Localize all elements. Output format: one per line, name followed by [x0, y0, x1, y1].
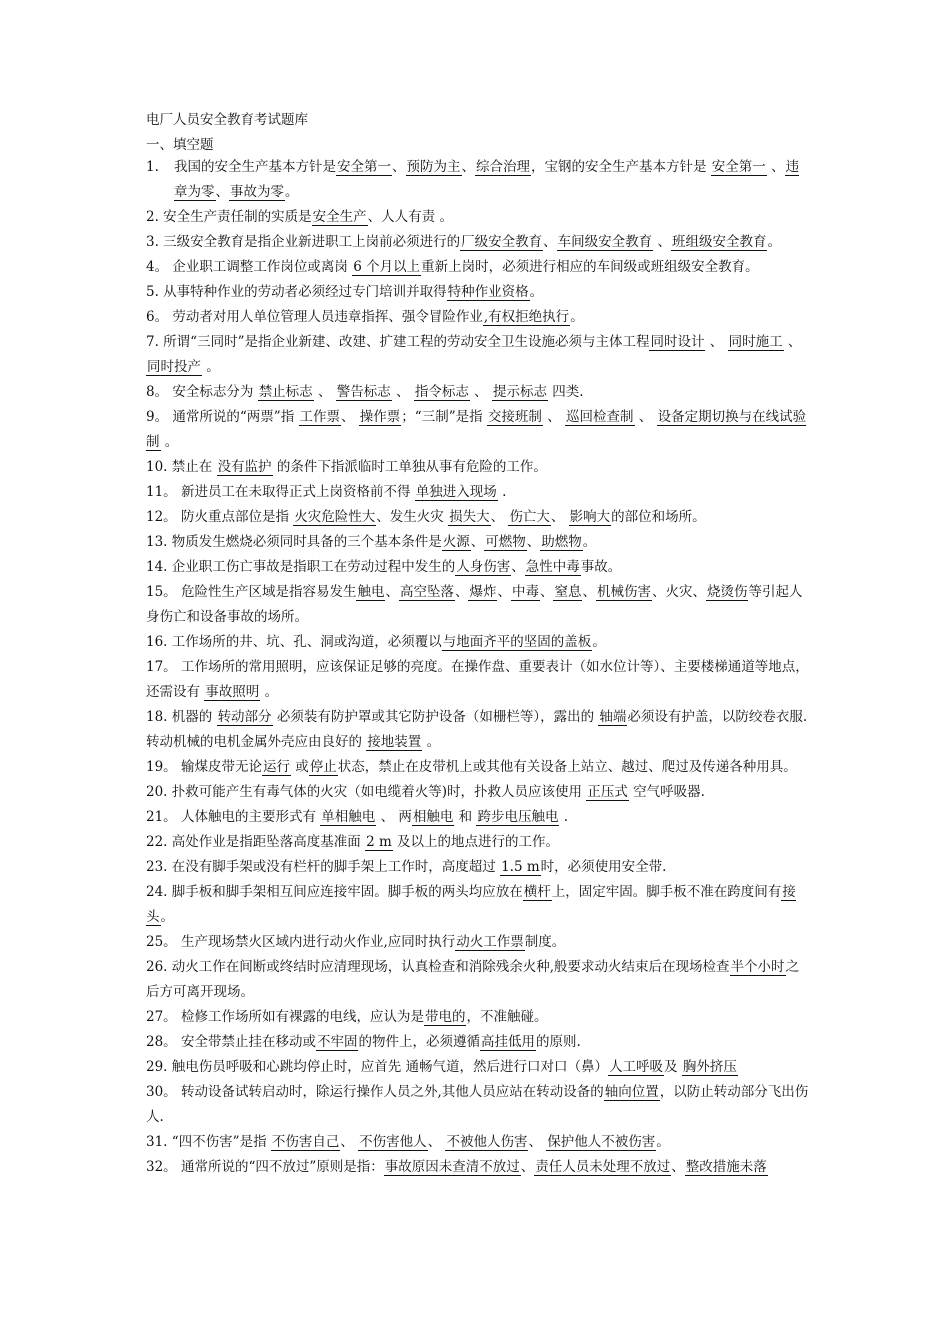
answer-blank: 特种作业资格: [447, 284, 529, 300]
question-text: 劳动者对用人单位管理人员违章指挥、强令冒险作业: [172, 309, 483, 325]
question-item: [146, 1055, 810, 1080]
question-item: [146, 580, 810, 630]
question-text: 、: [427, 1134, 446, 1150]
question-text: 、: [526, 534, 541, 550]
answer-blank: 工作票: [299, 409, 340, 425]
answer-blank: 窒息: [554, 584, 582, 600]
question-text: 。: [422, 734, 441, 750]
question-text: 。: [767, 234, 781, 250]
question-text: 、: [313, 384, 336, 400]
question-text: 、: [341, 409, 359, 425]
question-number: 27。: [146, 1009, 181, 1025]
question-item: [146, 655, 810, 705]
answer-blank: 带电的: [424, 1009, 466, 1025]
answer-blank: 急性中毒: [525, 559, 580, 575]
question-text: 企业职工伤亡事故是指职工在劳动过程中发生的: [171, 559, 456, 575]
answer-blank: 与地面齐平的坚固的盖板: [442, 634, 592, 650]
question-text: 四类.: [547, 384, 584, 400]
question-text: 、: [511, 559, 525, 575]
answer-blank: 单独进入现场: [415, 484, 497, 500]
question-text: .: [497, 484, 507, 500]
question-text: 人体触电的主要形式有: [180, 809, 321, 825]
question-number: 10.: [146, 459, 172, 475]
answer-blank: 同时设计: [650, 334, 705, 350]
question-text: 制度。: [524, 934, 566, 950]
question-text: 、: [539, 584, 554, 600]
question-text: 和: [454, 809, 477, 825]
question-number: 20.: [146, 784, 172, 800]
question-item: [146, 1030, 810, 1055]
question-number: 7.: [146, 334, 164, 350]
answer-blank: 接地装置: [367, 734, 422, 750]
question-text: 安全标志分为: [172, 384, 258, 400]
question-text: 动火工作在间断或终结时应清理现场，认真检查和消除残余火种,般要求动火结束后在现场检查: [171, 959, 730, 975]
question-text: 之后方可离开现场。: [146, 959, 800, 1000]
question-text: 、: [454, 584, 469, 600]
answer-blank: 责任人员未处理不放过: [535, 1159, 671, 1175]
answer-blank: 车间级安全教育: [557, 234, 653, 250]
question-item: [146, 405, 810, 455]
answer-blank: 轴向位置: [604, 1084, 659, 1100]
question-text: 及: [664, 1059, 682, 1075]
answer-blank: 火源: [442, 534, 470, 550]
question-item: [146, 280, 810, 305]
answer-blank: 胸外挤压: [682, 1059, 737, 1075]
question-text: 的部位和场所。: [611, 509, 706, 525]
question-number: 5.: [146, 284, 164, 300]
question-text: 生产现场禁火区域内进行动火作业,应同时执行: [180, 934, 456, 950]
question-text: 、: [543, 234, 557, 250]
question-text: 。: [202, 359, 220, 375]
question-item: [146, 780, 810, 805]
question-item: [146, 155, 810, 205]
answer-blank: 转动部分: [217, 709, 272, 725]
answer-blank: 6 个月以上: [353, 259, 421, 275]
answer-blank: 火灾危险性大: [294, 509, 376, 525]
answer-blank: 安全第一: [711, 159, 766, 175]
question-text: 通常所说的“四不放过”原则是指：: [180, 1159, 384, 1175]
question-number: 2.: [146, 209, 164, 225]
question-text: 、发生火灾: [376, 509, 449, 525]
question-number: 28。: [146, 1034, 181, 1050]
answer-blank: 2 m: [366, 834, 392, 850]
question-number: 13.: [146, 534, 172, 550]
question-number: 3.: [146, 234, 164, 250]
question-number: 16.: [146, 634, 172, 650]
question-text: .: [559, 809, 569, 825]
question-text: ，不准触碰。: [466, 1009, 548, 1025]
question-text: 空气呼吸器.: [628, 784, 705, 800]
answer-blank: 事故原因未查清不放过: [384, 1159, 520, 1175]
question-text: 状态，禁止在皮带机上或其他有关设备上站立、越过、爬过及传递各种用具。: [337, 759, 797, 775]
answer-blank: 事故照明: [205, 684, 260, 700]
question-text: ，以防止转动部分飞出伤人.: [146, 1084, 809, 1125]
answer-blank: 运行: [262, 759, 290, 775]
question-text: 新进员工在未取得正式上岗资格前不得: [180, 484, 415, 500]
question-number: 4。: [146, 259, 173, 275]
question-text: 必须设有护盖，以防绞卷衣服.转动机械的电机金属外壳应由良好的: [146, 709, 808, 750]
answer-blank: 班组级安全教育: [671, 234, 767, 250]
question-text: 上，固定牢固。脚手板不准在跨度间有: [551, 884, 782, 900]
question-text: 。: [582, 534, 597, 550]
question-item: [146, 705, 810, 755]
question-text: 我国的安全生产基本方针是: [174, 159, 336, 175]
question-text: 必须装有防护罩或其它防护设备（如栅栏等），露出的: [272, 709, 599, 725]
question-number: 11。: [146, 484, 181, 500]
question-item: [146, 480, 810, 505]
answer-blank: 不被他人伤害: [446, 1134, 528, 1150]
question-number: 17。: [146, 659, 181, 675]
question-item: [146, 205, 810, 230]
question-item: [146, 330, 810, 380]
question-text: 、: [469, 384, 492, 400]
question-text: 、: [653, 234, 671, 250]
answer-blank: 安全生产: [312, 209, 367, 225]
answer-blank: 跨步电压触电: [477, 809, 559, 825]
question-text: 、 两: [376, 809, 412, 825]
answer-blank: 单相触电: [321, 809, 376, 825]
question-item: [146, 955, 810, 1005]
answer-blank: 伤亡大: [509, 509, 550, 525]
question-text: 重新上岗时，必须进行相应的车间级或班组级安全教育。: [421, 259, 759, 275]
question-text: 、人人有责 。: [367, 209, 453, 225]
question-text: 、: [391, 384, 414, 400]
question-item: [146, 755, 810, 780]
question-text: 企业职工调整工作岗位或离岗: [172, 259, 353, 275]
question-text: 输煤皮带无论: [180, 759, 262, 775]
answer-blank: 警告标志: [336, 384, 391, 400]
question-text: 、: [215, 184, 229, 200]
question-number: 19。: [146, 759, 181, 775]
answer-blank: 1.5 m: [501, 859, 540, 875]
question-number: 25。: [146, 934, 181, 950]
question-text: 、: [392, 159, 406, 175]
question-number: 21。: [146, 809, 181, 825]
question-text: 的条件下指派临时工单独从事有危险的工作。: [272, 459, 547, 475]
question-text: 从事特种作业的劳动者必须经过专门培训并取得: [163, 284, 447, 300]
question-number: 8。: [146, 384, 173, 400]
answer-blank: 横杆: [523, 884, 551, 900]
question-text: 危险性生产区域是指容易发生: [180, 584, 357, 600]
answer-blank: 厂级安全教育: [461, 234, 543, 250]
question-item: [146, 1155, 810, 1180]
question-number: 1.: [146, 159, 159, 175]
answer-blank: 安全第一: [337, 159, 391, 175]
question-number: 29.: [146, 1059, 172, 1075]
answer-blank: 触电: [357, 584, 385, 600]
question-text: “四不伤害”是指: [171, 1134, 271, 1150]
question-list: [146, 155, 810, 1180]
answer-blank: 保护他人不被伤害: [547, 1134, 656, 1150]
question-text: 所谓“三同时”是指企业新建、改建、扩建工程的劳动安全卫生设施必须与主体工程: [163, 334, 650, 350]
question-text: 安全生产责任制的实质是: [163, 209, 312, 225]
question-text: 安全带禁止挂在移动或: [180, 1034, 316, 1050]
question-text: 、: [497, 584, 511, 600]
question-number: 30。: [146, 1084, 181, 1100]
question-text: 的物件上，必须遵循: [358, 1034, 480, 1050]
question-text: 、: [490, 509, 509, 525]
question-text: 及以上的地点进行的工作。: [392, 834, 560, 850]
question-text: ，宝钢的安全生产基本方针是: [531, 159, 711, 175]
answer-blank: 交接班制: [487, 409, 542, 425]
question-text: 扑救可能产生有毒气体的火灾（如电缆着火等)时，扑救人员应该使用: [171, 784, 587, 800]
question-text: 检修工作场所如有裸露的电线，应认为是: [180, 1009, 424, 1025]
question-number: 26.: [146, 959, 172, 975]
question-number: 12。: [146, 509, 181, 525]
question-text: 的原则.: [535, 1034, 581, 1050]
question-text: 三级安全教育是指企业新进职工上岗前必须进行的: [163, 234, 461, 250]
answer-blank: 半个小时: [730, 959, 785, 975]
question-text: 。: [570, 309, 584, 325]
question-number: 24.: [146, 884, 172, 900]
question-item: [146, 305, 810, 330]
answer-blank: 机械伤害: [596, 584, 651, 600]
answer-blank: 综合治理: [476, 159, 530, 175]
question-text: 、: [461, 159, 475, 175]
answer-blank: 轴端: [599, 709, 627, 725]
answer-blank: 人身伤害: [456, 559, 511, 575]
question-number: 18.: [146, 709, 172, 725]
question-number: 31.: [146, 1134, 172, 1150]
answer-blank: 不伤害他人: [359, 1134, 427, 1150]
answer-blank: 人工呼吸: [609, 1059, 664, 1075]
answer-blank: 动火工作票: [456, 934, 524, 950]
question-text: 工作场所的井、坑、孔、洞或沟道，必须覆以: [171, 634, 442, 650]
question-item: [146, 555, 810, 580]
question-item: [146, 530, 810, 555]
question-text: 、: [542, 409, 565, 425]
question-text: 或: [290, 759, 309, 775]
question-text: 。: [260, 684, 279, 700]
answer-blank: 同时投产: [147, 359, 201, 375]
question-text: 等引起人身伤亡和设备事故的场所。: [146, 584, 803, 625]
question-item: [146, 880, 810, 930]
answer-blank: 禁止标志: [258, 384, 313, 400]
question-number: 32。: [146, 1159, 181, 1175]
answer-blank: 可燃物: [485, 534, 526, 550]
answer-blank: 事故为零: [230, 184, 284, 200]
question-text: 。: [285, 184, 299, 200]
question-text: 。: [160, 434, 179, 450]
question-item: [146, 1005, 810, 1030]
question-item: [146, 830, 810, 855]
answer-blank: 同时施工: [728, 334, 783, 350]
question-text: 转动设备试转启动时，除运行操作人员之外,其他人员应站在转动设备的: [180, 1084, 604, 1100]
question-text: 、: [520, 1159, 535, 1175]
answer-blank: 设备定期切换与在线试验制: [146, 409, 807, 450]
answer-blank: 烧烫伤: [706, 584, 748, 600]
answer-blank: 损失大: [449, 509, 490, 525]
answer-blank: 预防为主: [406, 159, 461, 175]
question-item: [146, 505, 810, 530]
answer-blank: 整改措施未落: [685, 1159, 767, 1175]
question-text: ；“三制”是指: [401, 409, 487, 425]
answer-blank: 中毒: [511, 584, 539, 600]
question-number: 9。: [146, 409, 173, 425]
question-item: [146, 805, 810, 830]
answer-blank: 不牢固: [316, 1034, 358, 1050]
question-text: 、: [528, 1134, 547, 1150]
question-number: 6。: [146, 309, 173, 325]
question-item: [146, 630, 810, 655]
question-text: 。: [656, 1134, 670, 1150]
answer-blank: 接头: [146, 884, 796, 925]
answer-blank: 高挂低用: [480, 1034, 535, 1050]
question-text: 、: [705, 334, 728, 350]
document-title: 电厂人员安全教育考试题库: [146, 112, 308, 128]
question-text: 、: [340, 1134, 359, 1150]
answer-blank: 没有监护: [217, 459, 272, 475]
question-text: 触电伤员呼吸和心跳均停止时，应首先 通畅气道，然后进行口对口（鼻）: [171, 1059, 609, 1075]
question-text: 。: [529, 284, 544, 300]
answer-blank: 影响大: [569, 509, 611, 525]
question-text: 、: [634, 409, 657, 425]
question-item: [146, 930, 810, 955]
question-text: 脚手板和脚手架相互间应连接牢固。脚手板的两头均应放在: [171, 884, 523, 900]
question-text: 、: [385, 584, 399, 600]
question-text: 通常所说的“两票”指: [172, 409, 299, 425]
question-text: 、: [550, 509, 569, 525]
answer-blank: 正压式: [587, 784, 628, 800]
answer-blank: 停止: [309, 759, 337, 775]
question-text: 机器的: [171, 709, 217, 725]
question-text: 、: [671, 1159, 685, 1175]
question-text: 事故。: [580, 559, 622, 575]
question-text: 、: [470, 534, 485, 550]
question-item: [146, 1130, 810, 1155]
question-text: 。: [160, 909, 174, 925]
answer-blank: 爆炸: [469, 584, 497, 600]
question-item: [146, 255, 810, 280]
question-text: 高处作业是指距坠落高度基准面: [171, 834, 366, 850]
question-text: 、: [766, 159, 785, 175]
question-number: 23.: [146, 859, 172, 875]
question-item: [146, 230, 810, 255]
section-heading: 一、填空题: [146, 137, 214, 153]
question-item: [146, 380, 810, 405]
question-text: 在没有脚手架或没有栏杆的脚手架上工作时，高度超过: [171, 859, 501, 875]
question-text: 防火重点部位是指: [180, 509, 294, 525]
answer-blank: 违章为零: [174, 159, 800, 200]
question-text: 工作场所的常用照明，应该保证足够的亮度。在操作盘、重要表计（如水位计等）、主要楼梯通道等地点，还需设有: [146, 659, 809, 700]
answer-blank: 提示标志: [492, 384, 547, 400]
question-text: 禁止在: [171, 459, 217, 475]
question-item: [146, 455, 810, 480]
answer-blank: ,有权拒绝执行: [483, 309, 570, 325]
question-text: 物质发生燃烧必须同时具备的三个基本条件是: [171, 534, 442, 550]
question-text: 时，必须使用安全带.: [540, 859, 667, 875]
answer-blank: 指令标志: [414, 384, 469, 400]
answer-blank: 操作票: [359, 409, 401, 425]
question-number: 14.: [146, 559, 172, 575]
question-text: 、: [783, 334, 802, 350]
question-text: 、: [582, 584, 596, 600]
question-item: [146, 1080, 810, 1130]
question-text: 。: [592, 634, 606, 650]
question-number: 22.: [146, 834, 172, 850]
answer-blank: 助燃物: [541, 534, 582, 550]
question-number: 15。: [146, 584, 181, 600]
question-text: 、火灾、: [651, 584, 706, 600]
answer-blank: 相触电: [412, 809, 454, 825]
answer-blank: 不伤害自己: [271, 1134, 340, 1150]
answer-blank: 高空坠落: [399, 584, 454, 600]
question-item: [146, 855, 810, 880]
answer-blank: 巡回检查制: [566, 409, 634, 425]
